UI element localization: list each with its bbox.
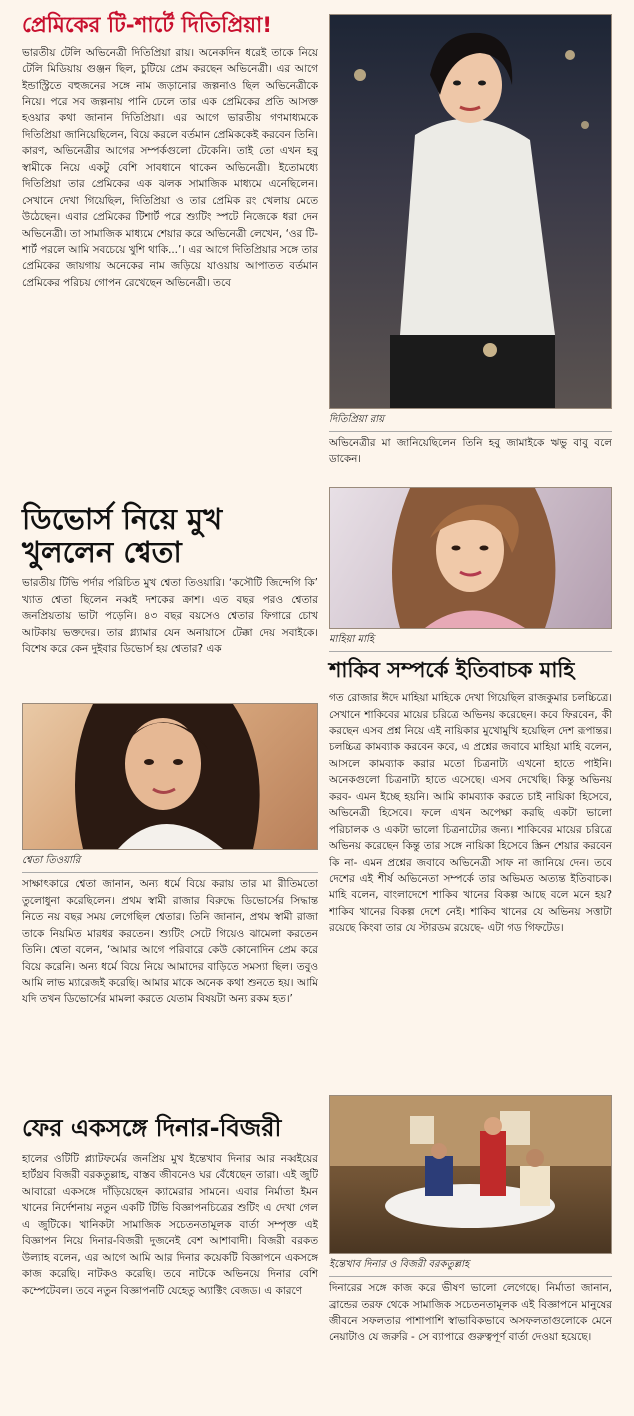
right-column [329, 14, 612, 1375]
dinar-bijori-photo [329, 1095, 612, 1254]
left-column [22, 14, 318, 1416]
article4-body: হালের ওটিটি প্ল্যাটফর্মের জনপ্রিয় মুখ ইন্তেখাব দিনার আর নব্বইয়ের হার্টথ্রব বিজরী বরকতুল্লাহ, বাস্তব জীবনেও ঘর বেঁধেছেন তারা। এই জুটি আবারো একসঙ্গে দাঁড়িয়েছেন ক্যামেরার সামনে। এবার নির্মাতা ইমন খানের নির্দেশনায় নতুন একটি টিভি বিজ্ঞাপনচিত্রের শুটিং এ দেখা গেল এ জুটিকে। খানিকটা সামাজিক সচেতনতামূলক বার্তা সম্পৃক্ত এই বিজ্ঞাপন নিয়ে দিনার-বিজরী দুজনেই বেশ আশাবাদী। বিজরী বরকত উল্যাহ বলেন, এর আগে আমি আর দিনার কয়েকটি বিজ্ঞাপনে একসঙ্গে কাজ করেছি। নাটকও করেছি। তবে নাটকে অভিনয়ে দিনার বেশি কম্পেটেবল। তবে নতুন বিজ্ঞাপনটি যেহেতু অ্যাক্টিং বেজড। এ কারণে [22, 1153, 318, 1297]
portrait-illustration [23, 704, 318, 849]
ditipriya-photo-caption: দিতিপ্রিয়া রায় [329, 414, 385, 425]
ditipriya-roy-photo [329, 14, 612, 409]
caption-divider [329, 431, 612, 432]
article1-body-continued: অভিনেত্রীর মা জানিয়েছিলেন তিনি হবু জামাইকে ঋভু বাবু বলে ডাকেন। [329, 437, 612, 466]
article3-headline: শাকিব সম্পর্কে ইতিবাচক মাহি [329, 658, 575, 682]
mahiya-mahi-photo [329, 487, 612, 629]
article3-body: গত রোজার ঈদে মাহিয়া মাহিকে দেখা গিয়েছিল রাজকুমার চলচ্চিত্রে। সেখানে শাকিবের মায়ের চরিত্রে অভিনয় করেছেন। কবে ফিরবেন, কী করছেন এসব প্রশ্ন নিয়ে এই নায়িকার মুখোমুখি হয়েছিল দেশ রূপান্তর। চলচ্চিত্র কামব্যাক করবেন কবে, এ প্রশ্নের জবাবে মাহিয়া মাহি বলেন, আসলে কামব্যাক করার মতো চিত্রনাট্য এখনো হাতে পাইনি। অনেকগুলো চিত্রনাট্য হাতে এসেছে। এসব দেখেছি। কিন্তু অভিনয় করব- এমন ইচ্ছে হয়নি। আমি কামব্যাক করতে চাই নায়িকা হিসেবে, অভিনেত্রী হিসেবে। ফলে এখন অপেক্ষা করছি একটা ভালো পরিচালক ও একটা ভালো চিত্রনাট্যের জন্য। শাকিবের মায়ের চরিত্রে অভিনয় করেছেন কিন্তু তার সঙ্গে নায়িকা হিসেবে স্ক্রিন শেয়ার করবেন কি না- এমন প্রশ্নের জবাবে অভিনেত্রী সাফ না জানিয়ে দেন। তবে দেশের এই শীর্ষ অভিনেতা সম্পর্কে তার অভিমত অত্যন্ত ইতিবাচক। মাহি বলেন, বাংলাদেশে শাকিব খানের বিকল্প আছে বলে মনে হয়? শাকিব খানের বিকল্প দেশে নেই। শাকিব খানের যে অভিনয় সত্তাটা রয়েছে কিংবা তার যে স্টারডম রয়েছে- এটা গড গিফটেড। [329, 692, 612, 935]
caption-divider [22, 872, 318, 873]
shweta-photo-caption: শ্বেতা তিওয়ারি [22, 855, 81, 867]
mahi-photo-caption: মাহিয়া মাহি [329, 634, 375, 645]
caption-divider [329, 1276, 612, 1277]
article1-headline: প্রেমিকের টি-শার্টে দিতিপ্রিয়া! [22, 13, 273, 38]
caption-divider [329, 651, 612, 652]
article2-body-continued: সাক্ষাৎকারে শ্বেতা জানান, অন্য ধর্মে বিয়ে করায় তার মা রীতিমতো তুলোধুনা করেছিলেন। প্রথম স্বামী রাজার বিরুদ্ধে ডিভোর্সের সিদ্ধান্ত নিতে নয় বছর সময় লেগেছিল শ্বেতার। তিনি জানান, প্রথম স্বামী রাজা তাকে নিয়মিত মারধর করতেন। শ্যুটিং সেটে গিয়েও ঝামেলা করতেন তিনি। শ্বেতা বলেন, ‘আমার আগে পরিবারে কেউ কোনোদিন প্রেম করে বিয়ে করেনি। অন্য ধর্মে বিয়ে নিয়ে আমাদের বাড়িতে সমস্যা ছিল। তবুও আমি লাভ ম্যারেজই করেছি। আমার মাকে অনেক কথা শুনতে হয়। আমি যদি তখন ডিভোর্সের মামলা করতে যেতাম বিষয়টা অন্য রকম হত।’ [22, 878, 318, 1006]
portrait-illustration [330, 488, 612, 628]
portrait-illustration [330, 15, 612, 408]
shweta-tiwari-photo [22, 703, 318, 850]
scene-illustration [330, 1096, 612, 1253]
article4-body-continued: দিনারের সঙ্গে কাজ করে ভীষণ ভালো লেগেছে। নির্মাতা জানান, ব্রান্ডের তরফ থেকে সামাজিক সচেতনতামূলক এই বিজ্ঞাপনে মানুষের জীবনে সফলতার পাশাপাশি স্বাভাবিকভাবে অসফলতাগুলোকে মেনে নেয়াটাও যে জরুরি - সে ব্যাপারে গুরুত্বপূর্ণ বার্তা দেওয়া হয়েছে। [329, 1282, 612, 1344]
article4-headline: ফের একসঙ্গে দিনার-বিজরী [22, 1114, 282, 1143]
dinar-bijori-photo-caption: ইন্তেখাব দিনার ও বিজরী বরকতুল্লাহ [329, 1259, 470, 1271]
article2-body: ভারতীয় টিভি পর্দার পরিচিত মুখ শ্বেতা তিওয়ারি। ‘কসৌটি জিন্দেগি কি’ খ্যাত শ্বেতা ছিলেন নব্বই দশকের ক্রাশ। এত বছর পরও শ্বেতার জনপ্রিয়তায় ভাটা পড়েনি। ৪৩ বছর বয়সেও শ্বেতার ফিগারে চোখ আটকায় ভক্তদের। তার গ্ল্যামার যেন অনায়াসে টেক্কা দেয় সবাইকে। বিশেষ করে কেন দুইবার ডিভোর্স হয় শ্বেতার? এক [22, 577, 318, 656]
article1-body: ভারতীয় টেলি অভিনেত্রী দিতিপ্রিয়া রায়। অনেকদিন ধরেই তাকে নিয়ে টেলি মিডিয়ায় গুঞ্জন ছিল, চুটিয়ে প্রেম করছেন অভিনেত্রী। এর আগে ইন্ডাস্ট্রিতে বহুজনের সঙ্গে নাম জড়ানোর জল্পনাও ছিল অভিনেত্রীকে নিয়ে। পরে সব জল্পনায় পানি ঢেলে তার এক প্রেমিকের প্রতি আসক্ত হওয়ার কথা জানান দিতিপ্রিয়া। এর আগে ভারতীয় গণমাধ্যমকে দিতিপ্রিয়া জানিয়েছিলেন, বিয়ে করলে বর্তমান প্রেমিককেই করবেন তিনি। কারণ, অভিনেত্রীর আগের সম্পর্কগুলো টেকেনি। তাই তো এখন হবু স্বামীকে নিয়ে একটু বেশি সাবধানে থাকেন অভিনেত্রী। ইতোমধ্যে দিতিপ্রিয়া তার প্রেমিকের এক ঝলক সামাজিক মাধ্যমে এনেছিলেন। সেখানে দেখা গিয়েছিল, দিতিপ্রিয়া ও তার প্রেমিক রং খেলায় মেতে উঠেছেন। এবার প্রেমিকের টিশার্ট পরে শ্যুটিং স্পটে নিজেকে ধরা দেন অভিনেত্রী। তা সামাজিক মাধ্যমে শেয়ার করে অভিনেত্রী লেখেন, ‘ওর টি-শার্ট পরলে আমি সবচেয়ে খুশি থাকি...’। এর আগে দিতিপ্রিয়ার সঙ্গে তার প্রেমিকের জায়গায় অনেকের নাম জড়িয়ে যাওয়ায় আপাতত বর্তমান প্রেমিকের পরিচয় গোপন রেখেছেন অভিনেত্রী। তবে [22, 46, 318, 289]
article2-headline: ডিভোর্স নিয়ে মুখ খুললেন শ্বেতা [22, 501, 223, 570]
